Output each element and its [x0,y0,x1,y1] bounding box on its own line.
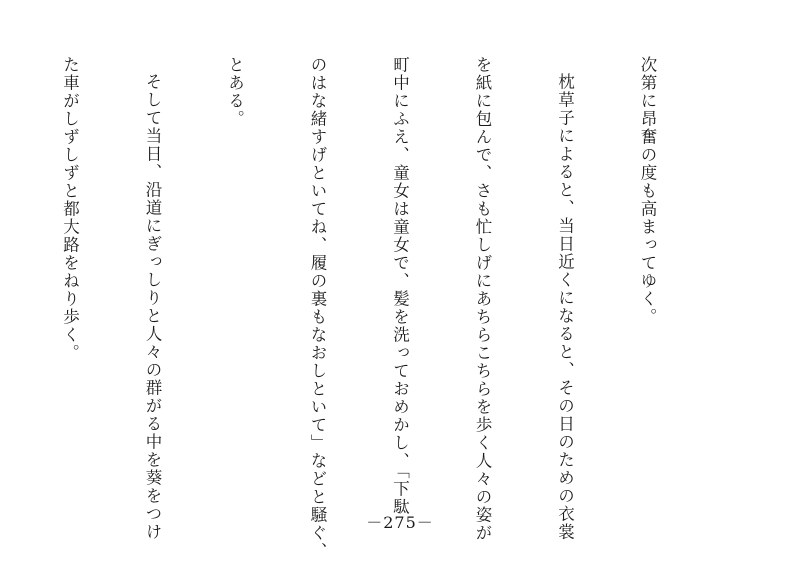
text-line: のはな緒すげといてね、履の裏もなおしといて」などと騒ぐ、 [308,56,327,560]
text-line: 次第に昂奮の度も高まってゆく。 [638,56,657,326]
poem-line [0,56,1,496]
page-number: －275－ [366,513,434,532]
text-line: そして当日、沿道にぎっしりと人々の群がる中を葵をつけ [143,72,162,541]
text-line: を紙に包んで、さも忙しげにあちらこちらを歩く人々の姿が [473,56,492,542]
text-line: 町中にふえ、童女は童女で、髪を洗っておめかし、「下駄 [390,56,410,516]
text-line: 枕草子によると、当日近くになると、その日のための衣裳 [555,72,575,541]
text-line: た車がしずしずと都大路をねり歩く。 [60,56,80,362]
text-line: とある。 [225,56,245,128]
